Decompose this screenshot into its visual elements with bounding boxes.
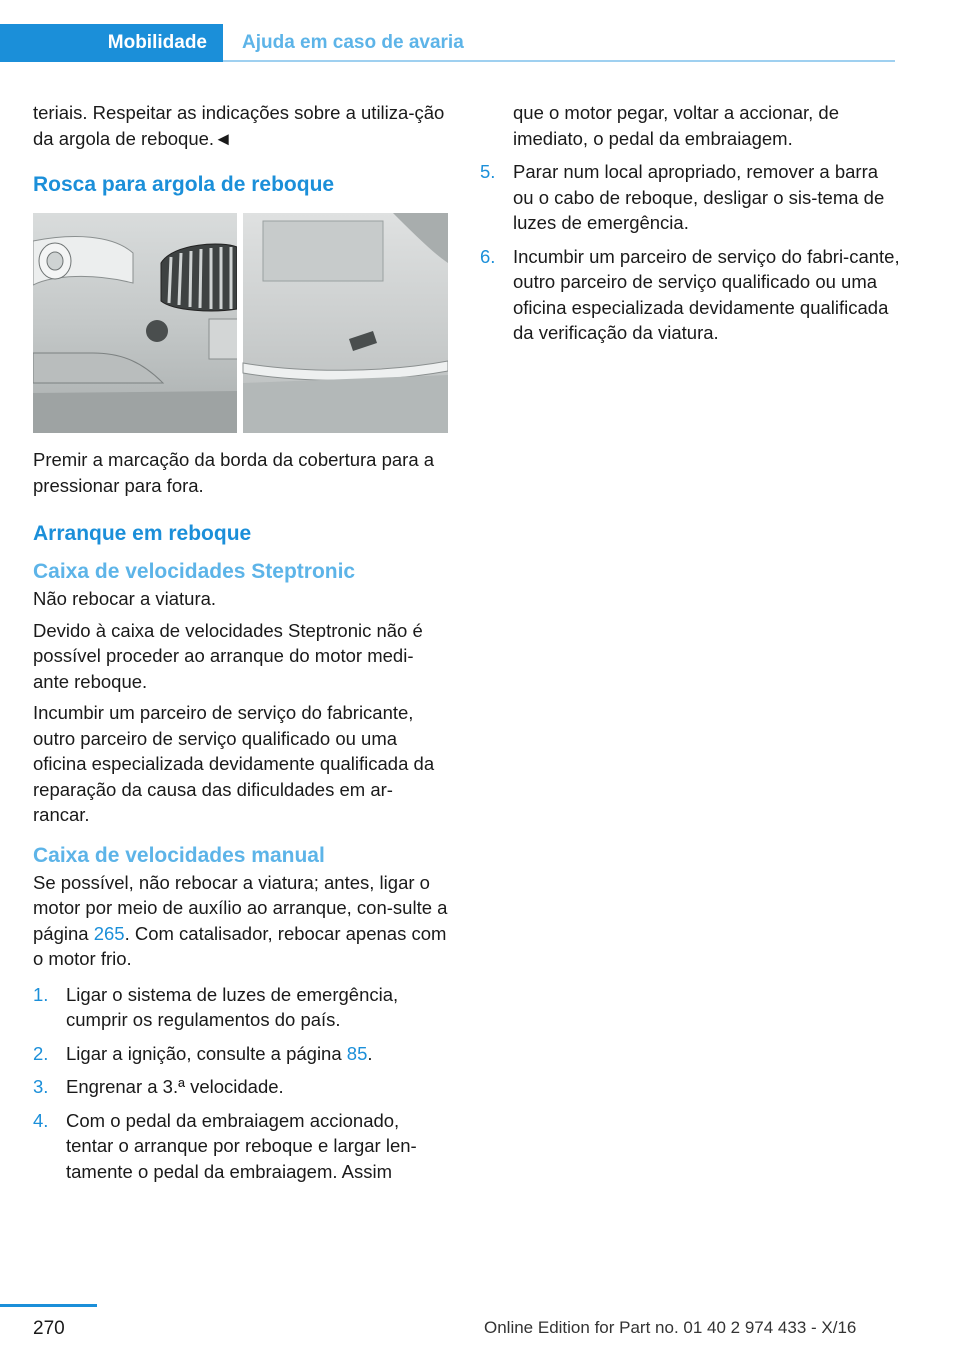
caption-paragraph: Premir a marcação da borda da cobertura para a pressionar para fora.	[33, 449, 435, 496]
manual-text-b: . Com catalisador, rebocar apenas com o motor frio.	[33, 922, 447, 969]
page-link-85[interactable]: 85	[346, 1042, 368, 1064]
footer-divider	[0, 1304, 97, 1307]
tow-eye-illustration	[33, 213, 448, 433]
step-text: Ligar o sistema de luzes de emergência, cumprir os regulamentos do país.	[66, 983, 399, 1030]
step-text: Ligar a ignição, consulte a página	[66, 1042, 347, 1064]
no-tow-paragraph: Não rebocar a viatura.	[33, 588, 217, 609]
list-item	[480, 244, 900, 346]
list-item	[33, 982, 449, 1033]
step-number: 1.	[33, 983, 49, 1005]
continuation-paragraph: que o motor pegar, voltar a accionar, de imediato, o pedal da embraiagem.	[513, 102, 840, 149]
step-number: 4.	[33, 1109, 49, 1131]
page-link-265[interactable]: 265	[93, 922, 125, 944]
step-text-after: .	[367, 1042, 373, 1064]
steptronic-paragraph: Devido à caixa de velocidades Steptronic não é possível proceder ao arranque do motor medi‐ante reboque.	[33, 619, 423, 692]
tab-mobilidade[interactable]: Mobilidade	[0, 24, 223, 62]
step-number: 6.	[480, 245, 496, 267]
subheading-steptronic: Caixa de velocidades Steptronic	[33, 560, 356, 583]
list-item	[33, 1108, 449, 1185]
steps-list-left	[33, 982, 449, 1185]
page-header	[0, 0, 960, 62]
manual-text-a: Se possível, não rebocar a viatura; antes, ligar o motor por meio de auxílio ao arranque, con‐sulte a página	[33, 871, 448, 944]
tab-ajuda-avaria[interactable]: Ajuda em caso de avaria	[242, 32, 464, 53]
step-text: Incumbir um parceiro de serviço do fabri‐cante, outro parceiro de serviço qualificado ou uma oficina especializada devidamente qualificada da verificação da viatura.	[513, 245, 900, 343]
step-text: Com o pedal da embraiagem accionado, tentar o arranque por reboque e largar len‐tamente o pedal da embraiagem. Assim	[66, 1109, 417, 1182]
step-text: Parar num local apropriado, remover a barra ou o cabo de reboque, desligar o sis‐tema de luzes de emergência.	[513, 161, 885, 233]
list-item	[33, 1041, 449, 1067]
right-column	[480, 100, 900, 354]
heading-rosca: Rosca para argola de reboque	[33, 173, 335, 196]
left-column	[33, 100, 449, 1192]
subheading-manual: Caixa de velocidades manual	[33, 843, 325, 867]
edition-text: Online Edition for Part no. 01 40 2 974 433 - X/16	[484, 1318, 857, 1337]
step-number: 3.	[33, 1076, 49, 1097]
car-bumper-image	[33, 213, 448, 433]
incumbir-paragraph: Incumbir um parceiro de serviço do fabricante, outro parceiro de serviço qualificado ou uma oficina especializada devidamente qualificada da reparação da causa das dificuldades em ar‐rancar.	[33, 702, 435, 825]
heading-arranque: Arranque em reboque	[33, 522, 252, 545]
page-number: 270	[33, 1318, 65, 1339]
steps-list-right	[480, 159, 900, 346]
list-item	[33, 1074, 449, 1100]
manual-paragraph	[33, 870, 449, 972]
intro-paragraph: teriais. Respeitar as indicações sobre a utiliza‐ção da argola de reboque.◄	[33, 102, 445, 149]
step-number: 2.	[33, 1042, 49, 1064]
step-text: Engrenar a 3.ª velocidade.	[66, 1076, 284, 1097]
list-item	[480, 159, 900, 236]
step-number: 5.	[480, 161, 496, 182]
header-divider	[223, 60, 895, 62]
